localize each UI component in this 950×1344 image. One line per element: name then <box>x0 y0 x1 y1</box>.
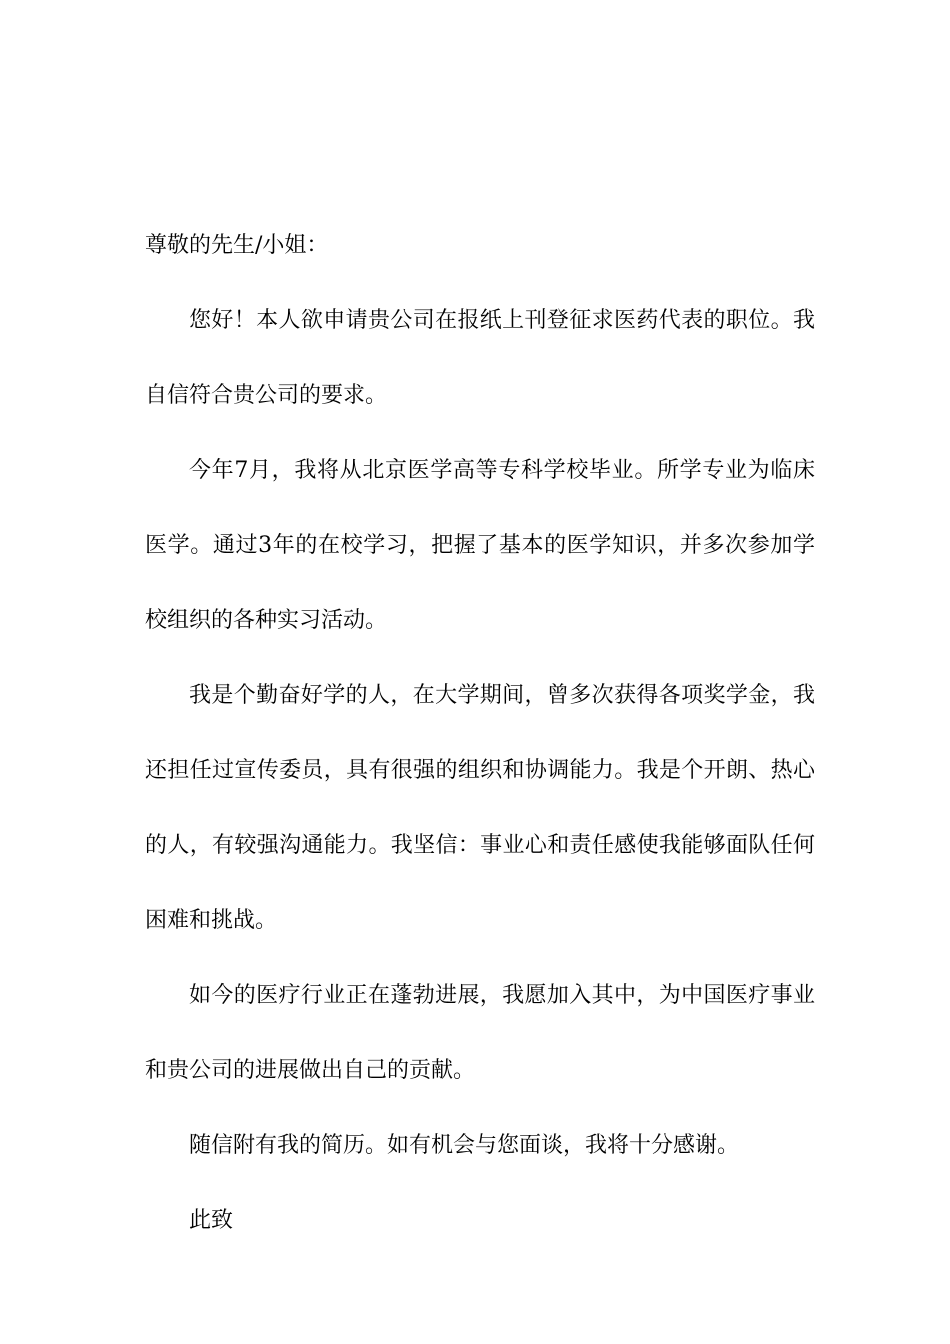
paragraph-application: 您好！本人欲申请贵公司在报纸上刊登征求医药代表的职位。我自信符合贵公司的要求。 <box>145 308 815 408</box>
paragraph-personality: 我是个勤奋好学的人，在大学期间，曾多次获得各项奖学金，我还担任过宣传委员，具有很强的组织和协调能力。我是个开朗、热心的人，有较强沟通能力。我坚信：事业心和责任感使我能够面队任何困难和挑战。 <box>145 683 815 933</box>
paragraph-aspiration: 如今的医疗行业正在蓬勃进展，我愿加入其中，为中国医疗事业和贵公司的进展做出自己的贡献。 <box>145 983 815 1083</box>
paragraph-resume-note: 随信附有我的简历。如有机会与您面谈，我将十分感谢。 <box>189 1133 740 1158</box>
letter-body <box>145 208 815 1258</box>
salutation: 尊敬的先生/小姐： <box>145 233 329 258</box>
closing-phrase: 此致 <box>189 1208 234 1233</box>
paragraph-education: 今年7月，我将从北京医学高等专科学校毕业。所学专业为临床医学。通过3年的在校学习，把握了基本的医学知识，并多次参加学校组织的各种实习活动。 <box>145 458 815 633</box>
